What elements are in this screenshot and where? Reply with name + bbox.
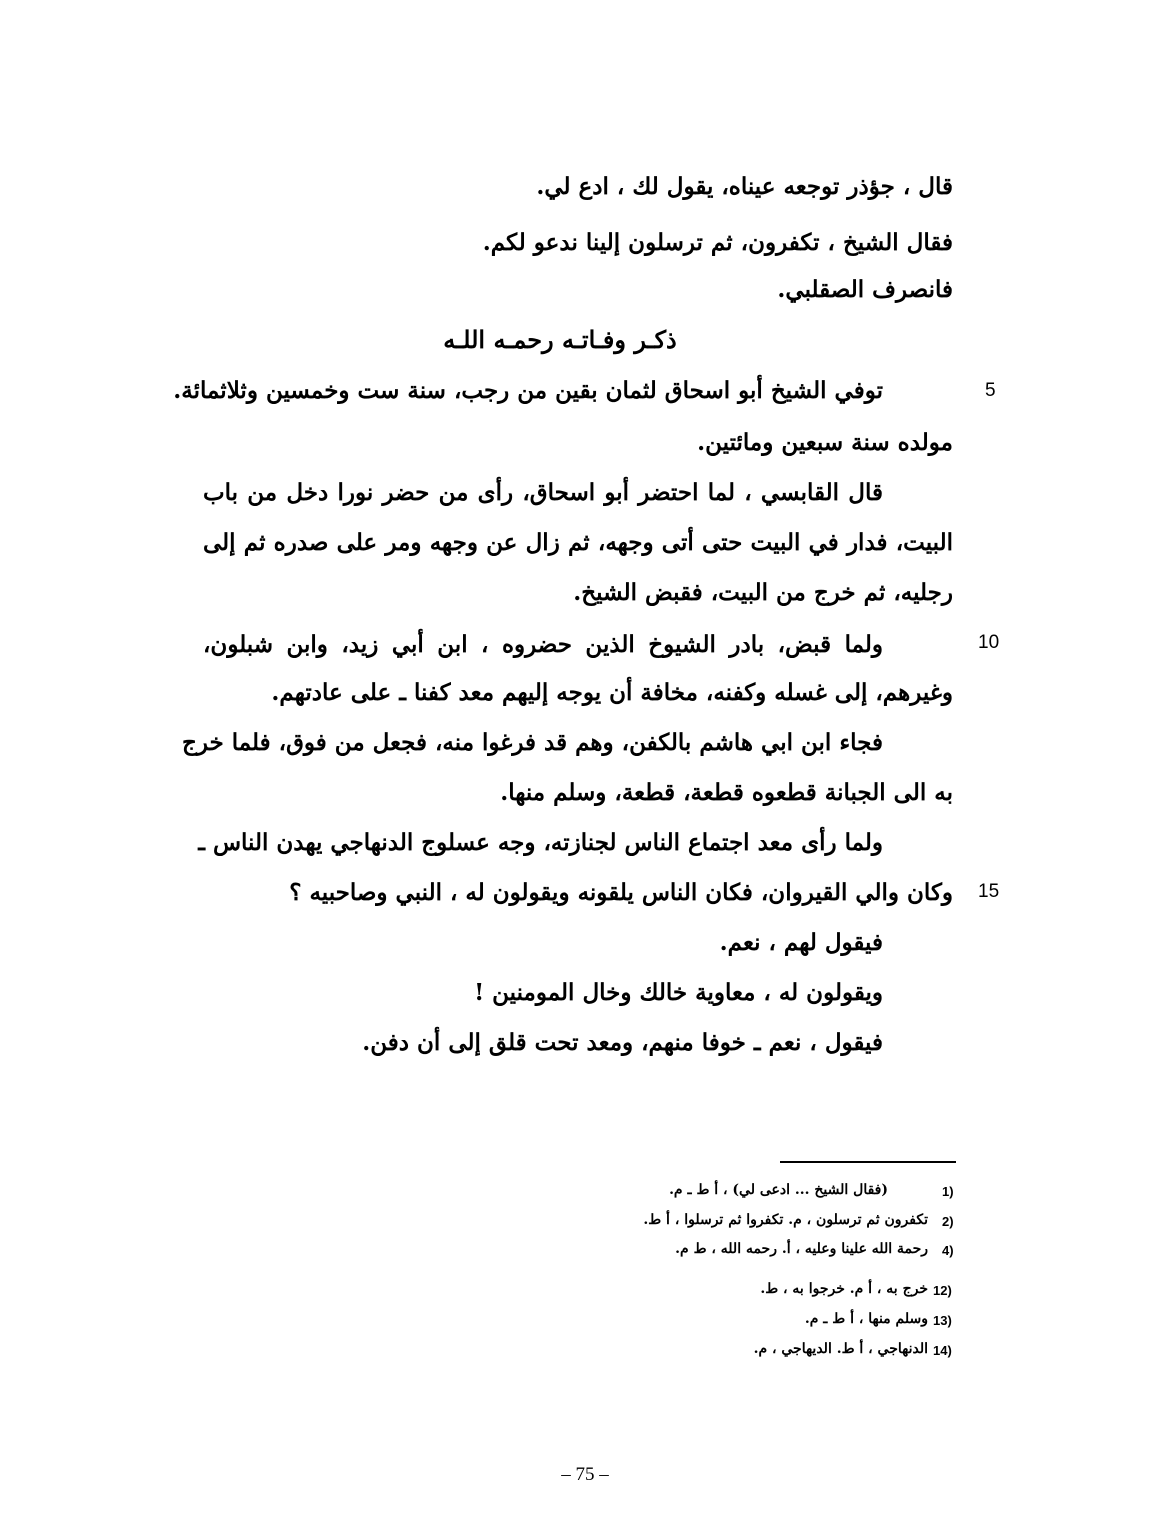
paragraph-line: ويقولون له ، معاوية خالك وخال المومنين ! [474, 979, 883, 1006]
footnote-text: خرج به ، أ م. خرجوا به ، ط. [760, 1281, 928, 1297]
body-line: فانصرف الصقلبي. [777, 276, 953, 303]
section-title: ذكـر وفـاتـه رحمـه اللـه [443, 325, 677, 354]
footnote-text: تكفرون ثم ترسلون ، م. تكفروا ثم ترسلوا ، أ ط. [643, 1212, 928, 1228]
body-line: قال ، جؤذر توجعه عيناه، يقول لك ، ادع لي. [536, 173, 953, 200]
footnote-text: الدنهاجي ، أ ط. الديهاجي ، م. [753, 1341, 928, 1357]
footnote-number: 13) [933, 1313, 952, 1328]
footnote-text: (فقال الشيخ ... ادعى لي) ، أ ط ـ م. [669, 1182, 888, 1198]
paragraph-line: فيقول لهم ، نعم. [719, 929, 883, 956]
footnote-text: رحمة الله علينا وعليه ، أ. رحمه الله ، ط م. [675, 1241, 928, 1257]
footnote-separator [780, 1161, 956, 1163]
line-number: 5 [985, 380, 996, 401]
paragraph-line: فيقول ، نعم ـ خوفا منهم، ومعد تحت قلق إلى أن دفن. [362, 1029, 883, 1056]
paragraph-line: مولده سنة سبعين ومائتين. [697, 429, 953, 456]
paragraph-line: ولما قبض، بادر الشيوخ الذين حضروه ، ابن أبي زيد، وابن شبلون، [203, 631, 883, 658]
paragraph-line: قال القابسي ، لما احتضر أبو اسحاق، رأى من حضر نورا دخل من باب [203, 479, 883, 506]
footnote-number: 2) [942, 1214, 954, 1229]
paragraph-line: توفي الشيخ أبو اسحاق لثمان بقين من رجب، سنة ست وخمسين وثلاثمائة. [173, 377, 883, 404]
body-line: فقال الشيخ ، تكفرون، ثم ترسلون إلينا ندعو لكم. [482, 229, 953, 256]
footnote-number: 4) [942, 1243, 954, 1258]
footnote-number: 1) [942, 1184, 954, 1199]
paragraph-line: رجليه، ثم خرج من البيت، فقبض الشيخ. [573, 579, 953, 606]
footnote-number: 12) [933, 1283, 952, 1298]
paragraph-line: فجاء ابن ابي هاشم بالكفن، وهم قد فرغوا منه، فجعل من فوق، فلما خرج [181, 729, 883, 756]
paragraph-line: به الى الجبانة قطعوه قطعة، قطعة، وسلم منها. [500, 779, 953, 806]
page-number: – 75 – [561, 1464, 609, 1485]
footnote-number: 14) [933, 1343, 952, 1358]
footnote-text: وسلم منها ، أ ط ـ م. [804, 1311, 928, 1327]
line-number: 10 [978, 632, 1000, 653]
paragraph-line: وغيرهم، إلى غسله وكفنه، مخافة أن يوجه إليهم معد كفنا ـ على عادتهم. [271, 679, 953, 706]
line-number: 15 [978, 881, 1000, 902]
paragraph-line: وكان والي القيروان، فكان الناس يلقونه ويقولون له ، النبي وصاحبيه ؟ [289, 879, 953, 906]
paragraph-line: البيت، فدار في البيت حتى أتى وجهه، ثم زال عن وجهه ومر على صدره ثم إلى [203, 529, 953, 556]
paragraph-line: ولما رأى معد اجتماع الناس لجنازته، وجه عسلوج الدنهاجي يهدن الناس ـ [198, 829, 883, 856]
